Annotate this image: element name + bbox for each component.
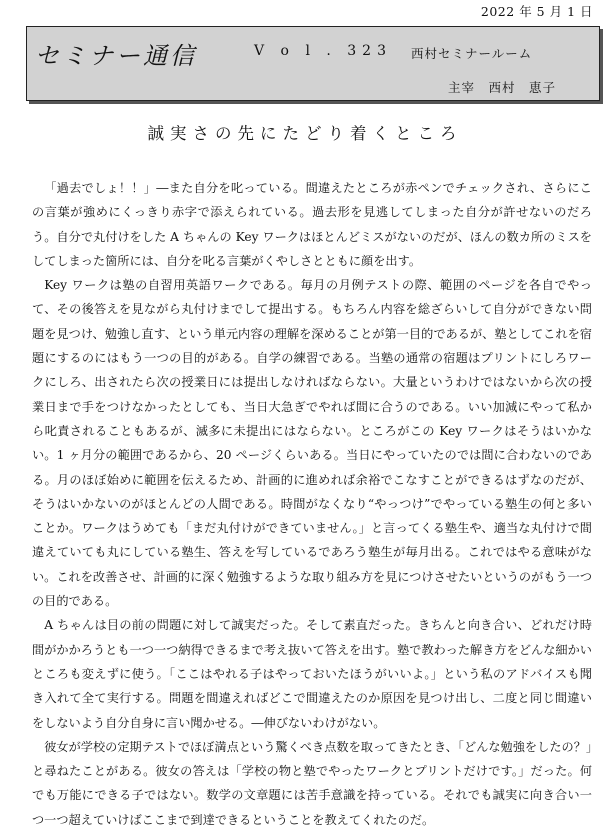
newsletter-title: セミナー通信 bbox=[35, 42, 197, 70]
issue-date: 2022 年 5 月 1 日 bbox=[480, 4, 593, 19]
article-title: 誠実さの先にたどり着くところ bbox=[147, 124, 463, 143]
editor-name: 主宰 西村 恵子 bbox=[448, 80, 557, 95]
article-body bbox=[32, 176, 592, 832]
organization-name: 西村セミナールーム bbox=[411, 46, 533, 61]
paragraph: A ちゃんは目の前の問題に対して誠実だった。そして素直だった。きちんと向き合い、どれだけ時間がかかろうとも一つ一つ納得できるまで考え抜いて答えを出す。塾で教わった解き方をどんな細かいところも変えずに使う。「ここはやれる子はやっておいたほうがいいよ。」という私のアドバイスも聞き入れて全て実行する。問題を間違えればどこで間違えたのか原因を見つけ出し、二度と同じ間違いをしないよう自分自身に言い聞かせる。―伸びないわけがない。 bbox=[32, 618, 592, 730]
paragraph: 彼女が学校の定期テストでほぼ満点という驚くべき点数を取ってきたとき、「どんな勉強をしたの？」と尋ねたことがある。彼女の答えは「学校の物と塾でやったワークとプリントだけです。」だった。何でも万能にできる子ではない。数学の文章題には苦手意識を持っている。それでも誠実に向き合い一つ一つ超えていけばここまで到達できるということを教えてくれたのだ。 bbox=[32, 739, 592, 827]
volume-number: V o l . 323 bbox=[254, 43, 392, 59]
newsletter-header bbox=[26, 26, 600, 101]
paragraph: 「過去でしょ！！」―また自分を叱っている。間違えたところが赤ペンでチェックされ、さらにこの言葉が強めにくっきり赤字で添えられている。過去形を見逃してしまった自分が許せないのだろう。自分で丸付けをした A ちゃんの Key ワークはほとんどミスがないのだが、ほんの数カ所のミスをしてしまった箇所には、自分を叱る言葉がくやしさとともに顔を出す。 bbox=[32, 181, 592, 268]
paragraph: Key ワークは塾の自習用英語ワークである。毎月の月例テストの際、範囲のページを各自でやって、その後答えを見ながら丸付けまでして提出する。もちろん内容を総ざらいして自分ができない問題を見つけ、勉強し直す、という単元内容の理解を深めることが第一目的であるが、塾としてこれを宿題にするのにはもう一つの目的がある。自学の練習である。当塾の通常の宿題はプリントにしろワークにしろ、出されたら次の授業日には提出しなければならない。大量というわけではないから次の授業日まで手をつけなかったとしても、当日大急ぎでやれば間に合うのである。いい加減にやって私から叱責されることもあるが、滅多に未提出にはならない。ところがこの Key ワークはそうはいかない。1 ヶ月分の範囲であるから、20 ページくらいある。当日にやっていたのでは間に合わないのである。月のほぼ始めに範囲を伝えるため、計画的に進めれば余裕でこなすことができるはずなのだが、そうはいかないのがほとんどの人間である。時間がなくなり“やっつけ”でやっている塾生の何と多いことか。ワークはうめても「まだ丸付けができていません。」と言ってくる塾生や、適当な丸付けで間違えていても丸にしている塾生、答えを写しているであろう塾生が毎月出る。これではやる意味がない。これを改善させ、計画的に深く勉強するような取り組み方を見につけさせたいというのがもう一つの目的である。 bbox=[32, 278, 593, 609]
